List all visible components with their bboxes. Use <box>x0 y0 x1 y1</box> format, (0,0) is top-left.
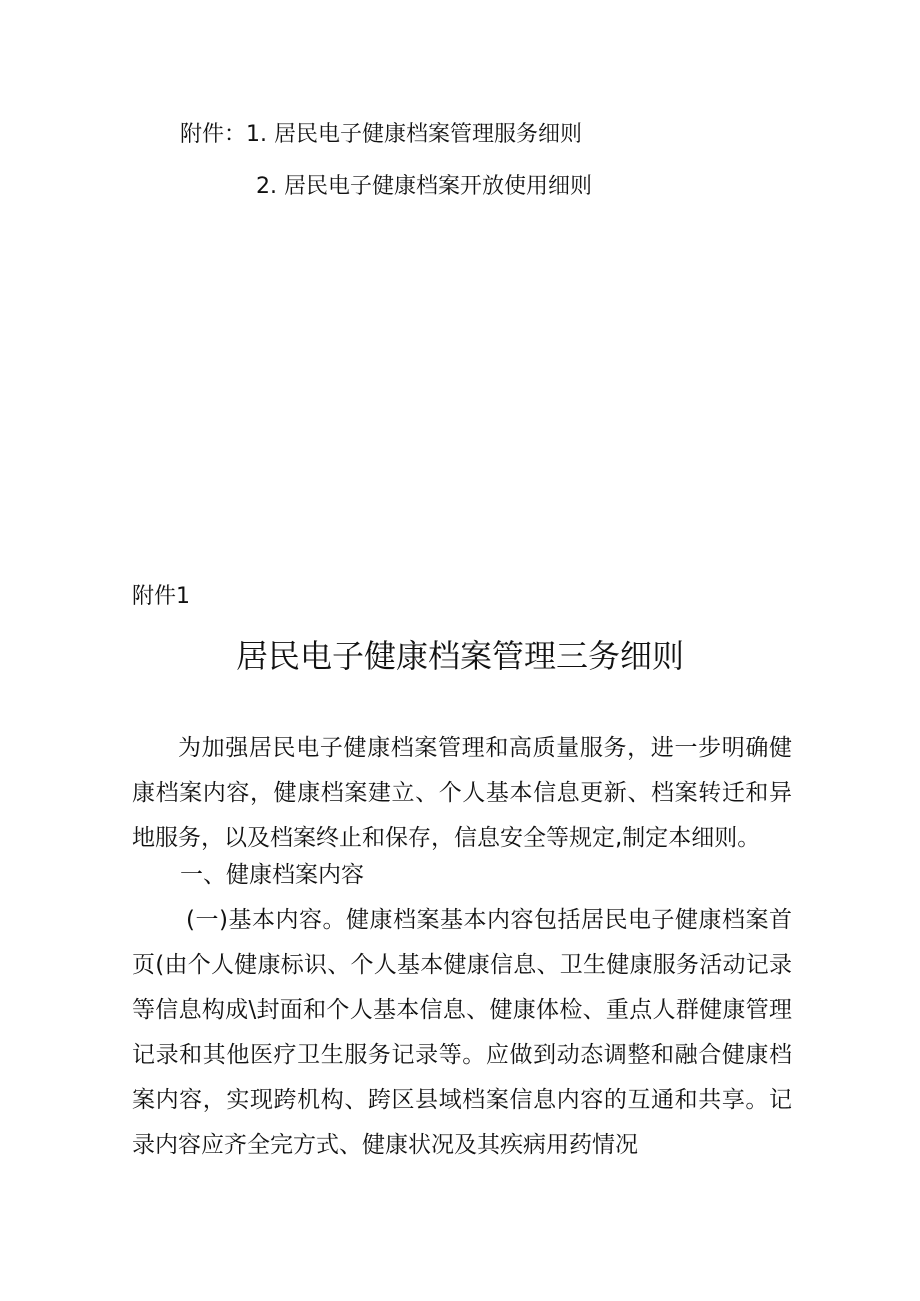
attachment-line-2: 2. 居民电子健康档案开放使用细则 <box>256 174 592 199</box>
basic-content-text: (一)基本内容。健康档案基本内容包括居民电子健康档案首页(由个人健康标识、个人基本健康信息、卫生健康服务活动记录等信息构成\封面和个人基本信息、健康体检、重点人群健康管理记录和其他医疗卫生服务记录等。应做到动态调整和融合健康档案内容，实现跨机构、跨区县域档案信息内容的互通和共享。记录内容应齐全完方式、健康状况及其疾病用药情况 <box>132 907 792 1158</box>
intro-text: 为加强居民电子健康档案管理和高质量服务，进一步明确健康档案内容，健康档案建立、个人基本信息更新、档案转迁和异地服务，以及档案终止和保存，信息安全等规定,制定本细则。 <box>132 735 792 851</box>
attachment-line-1: 附件：1. 居民电子健康档案管理服务细则 <box>180 122 582 147</box>
basic-content-paragraph <box>132 898 792 1168</box>
annex-label: 附件1 <box>132 584 190 609</box>
intro-paragraph <box>132 726 792 861</box>
document-title: 居民电子健康档案管理三务细则 <box>235 637 684 675</box>
section-heading-1: 一、健康档案内容 <box>180 862 364 888</box>
